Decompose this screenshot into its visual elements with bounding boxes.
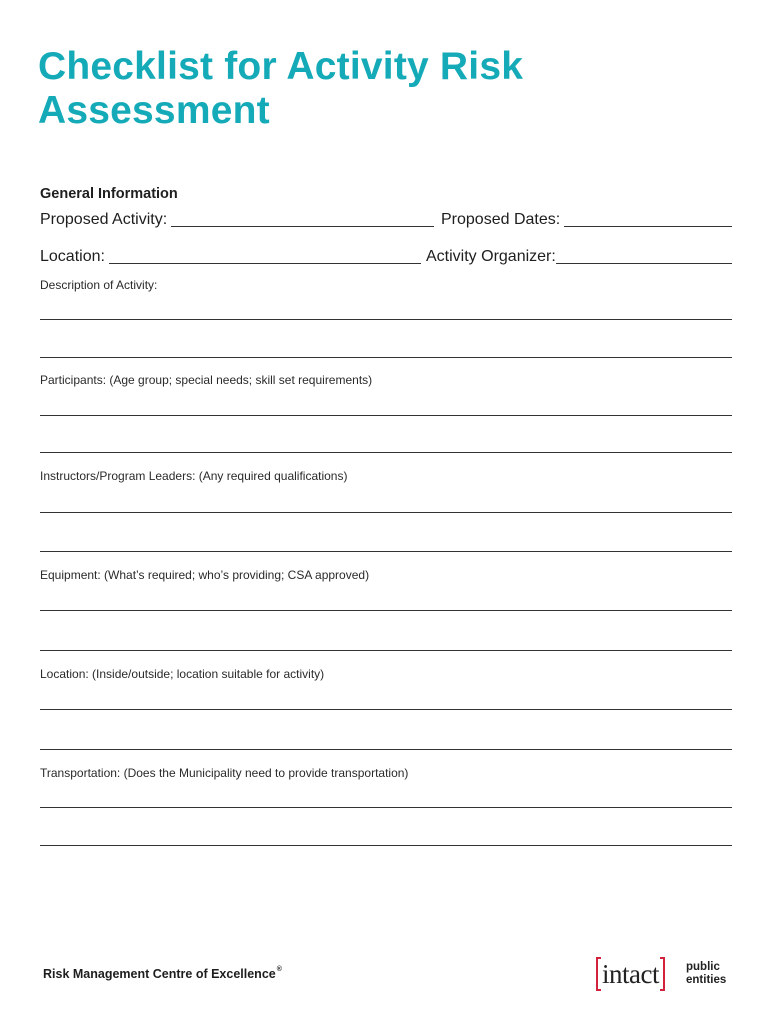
general-information-heading: General Information	[40, 186, 178, 202]
equipment-line-1[interactable]	[40, 610, 732, 611]
page-title	[38, 45, 638, 133]
logo-word: intact	[602, 959, 659, 989]
instructors-label: Instructors/Program Leaders: (Any required qualifications)	[40, 469, 348, 483]
logo-sub-line-2: entities	[686, 974, 727, 986]
logo-right-bracket-icon	[660, 957, 665, 991]
transportation-line-1[interactable]	[40, 807, 732, 808]
instructors-line-1[interactable]	[40, 512, 732, 513]
participants-line-2[interactable]	[40, 452, 732, 453]
logo-sub-line-1: public	[686, 961, 720, 973]
logo-subtitle	[686, 961, 726, 987]
proposed-activity-label: Proposed Activity:	[40, 211, 168, 228]
footer-organization	[43, 967, 282, 981]
activity-organizer-field[interactable]	[426, 248, 732, 266]
location-line-1[interactable]	[40, 709, 732, 710]
location-blank[interactable]	[109, 253, 421, 264]
location-label: Location:	[40, 248, 105, 265]
proposed-dates-blank[interactable]	[564, 216, 732, 227]
location-field[interactable]	[40, 248, 421, 266]
activity-organizer-label: Activity Organizer:	[426, 248, 556, 265]
proposed-dates-label: Proposed Dates:	[441, 211, 561, 228]
title-line-1: Checklist for Activity Risk	[38, 45, 524, 88]
proposed-activity-blank[interactable]	[171, 216, 434, 227]
intact-public-entities-logo	[596, 956, 736, 996]
location-line-2[interactable]	[40, 749, 732, 750]
activity-organizer-blank[interactable]	[556, 253, 732, 264]
title-line-2: Assessment	[38, 89, 270, 132]
footer-text: Risk Management Centre of Excellence	[43, 967, 276, 981]
registered-mark: ®	[276, 966, 282, 973]
equipment-line-2[interactable]	[40, 650, 732, 651]
participants-label: Participants: (Age group; special needs; skill set requirements)	[40, 373, 373, 387]
transportation-label: Transportation: (Does the Municipality need to provide transportation)	[40, 766, 409, 780]
location-section-label: Location: (Inside/outside; location suitable for activity)	[40, 667, 325, 681]
logo-brand	[596, 956, 665, 992]
description-line-2[interactable]	[40, 357, 732, 358]
participants-line-1[interactable]	[40, 415, 732, 416]
transportation-line-2[interactable]	[40, 845, 732, 846]
description-label: Description of Activity:	[40, 278, 158, 292]
equipment-label: Equipment: (What’s required; who’s providing; CSA approved)	[40, 568, 370, 582]
description-line-1[interactable]	[40, 319, 732, 320]
instructors-line-2[interactable]	[40, 551, 732, 552]
proposed-dates-field[interactable]	[441, 211, 732, 229]
proposed-activity-field[interactable]	[40, 211, 434, 229]
